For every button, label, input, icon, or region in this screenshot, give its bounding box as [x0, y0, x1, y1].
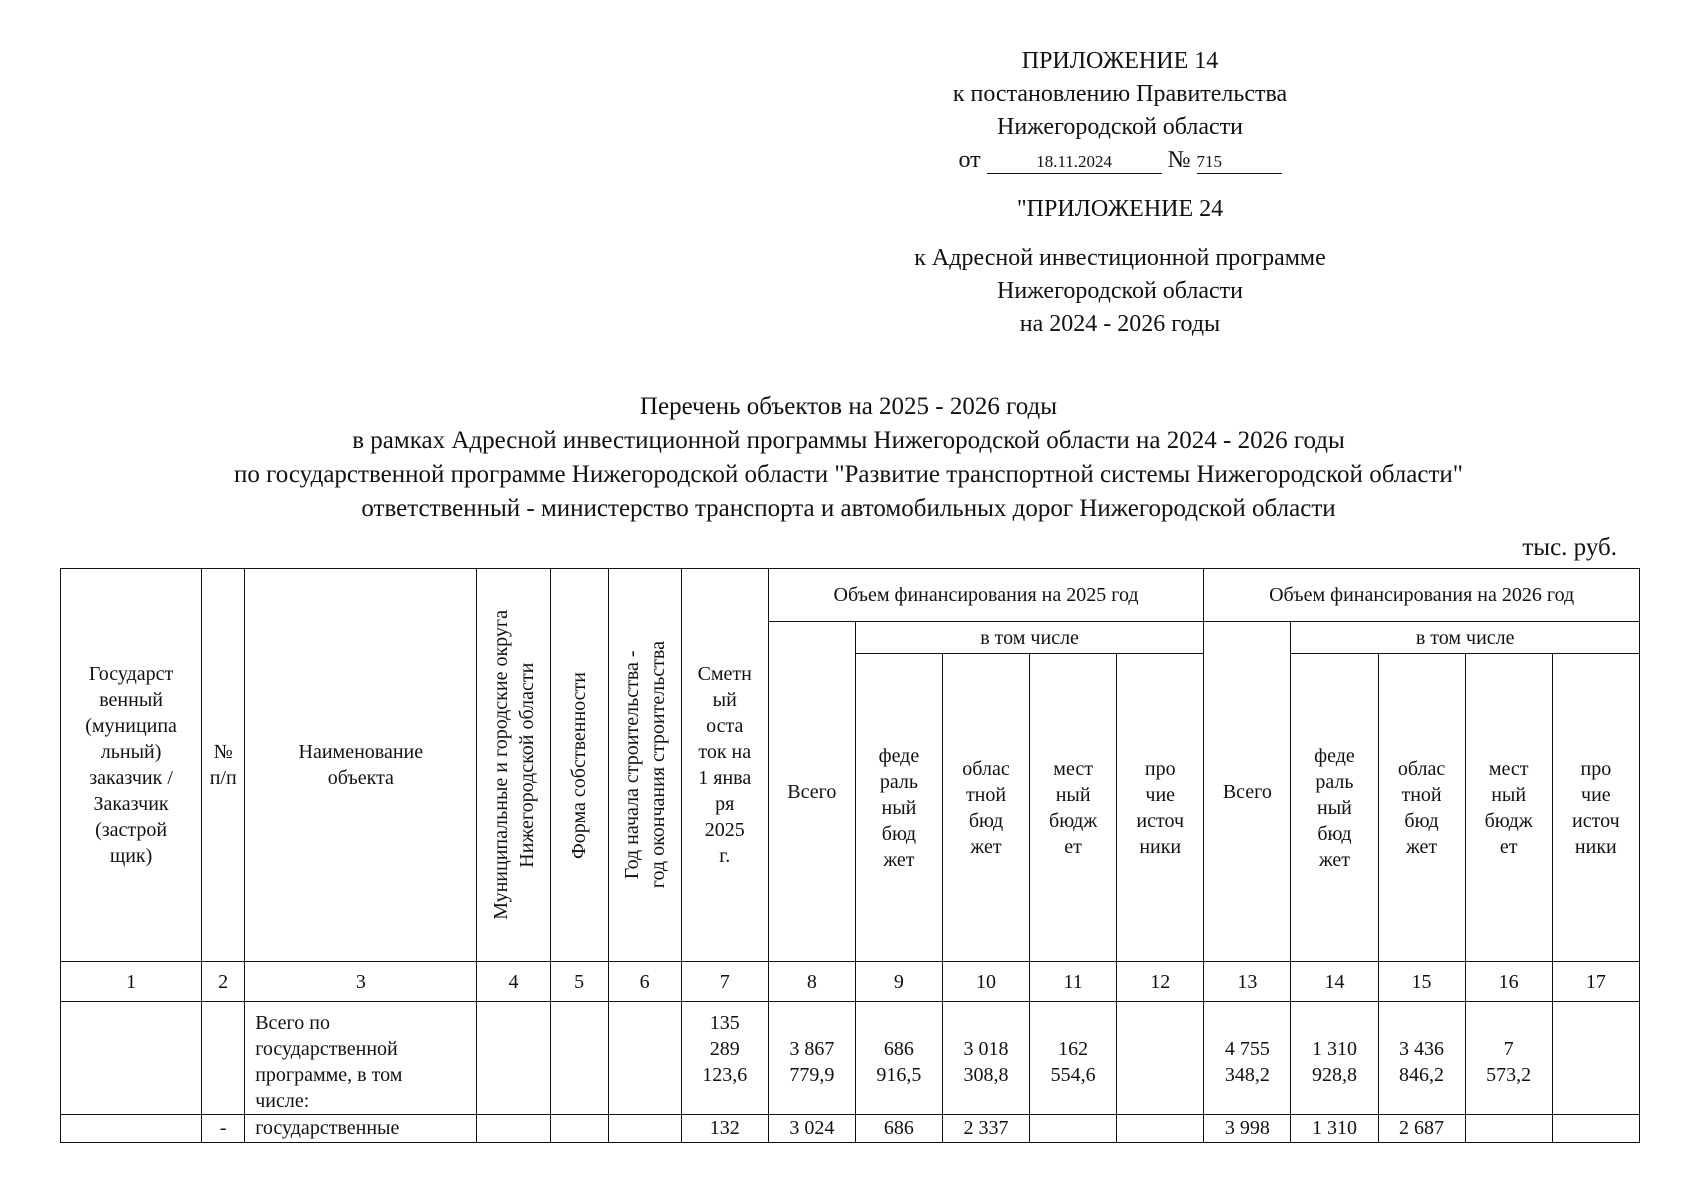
- column-number: 9: [855, 962, 942, 1002]
- appendix24-header: [860, 193, 1380, 226]
- local-2025-header: мест ный бюдж ет: [1030, 654, 1117, 962]
- cell-name: государственные: [245, 1115, 477, 1143]
- document-title: [0, 390, 1697, 526]
- program-header: [860, 242, 1380, 341]
- cell-years: [608, 1002, 681, 1115]
- resolution-date: 18.11.2024: [987, 151, 1162, 174]
- program-line-1: к Адресной инвестиционной программе: [914, 245, 1326, 271]
- resolution-line: к постановлению Правительства: [952, 81, 1288, 107]
- col-municipality-header: [477, 569, 550, 962]
- cell-local-2025: 162 554,6: [1030, 1002, 1117, 1115]
- column-number: 16: [1465, 962, 1552, 1002]
- appendix24-title: "ПРИЛОЖЕНИЕ 24: [1016, 196, 1224, 222]
- header-row-1: [61, 569, 1640, 622]
- program-line-3: на 2024 - 2026 годы: [1019, 311, 1221, 337]
- cell-local-2026: 7 573,2: [1465, 1002, 1552, 1115]
- cell-other-2026: [1552, 1115, 1639, 1143]
- cell-total-2025: 3 024: [768, 1115, 855, 1143]
- cell-total-2025: 3 867 779,9: [768, 1002, 855, 1115]
- cell-federal-2025: 686: [855, 1115, 942, 1143]
- appendix-header: [860, 45, 1380, 177]
- column-number: 11: [1030, 962, 1117, 1002]
- cell-regional-2026: 3 436 846,2: [1378, 1002, 1465, 1115]
- cell-other-2025: [1117, 1002, 1204, 1115]
- title-line-1: Перечень объектов на 2025 - 2026 годы: [639, 393, 1058, 420]
- from-label: от: [958, 147, 981, 173]
- column-number: 14: [1291, 962, 1378, 1002]
- column-number: 3: [245, 962, 477, 1002]
- table-row: [61, 1115, 1640, 1143]
- date-number-line: [860, 144, 1380, 177]
- column-number: 13: [1204, 962, 1291, 1002]
- total-2025-header: Всего: [768, 622, 855, 962]
- col-num-header: № п/п: [202, 569, 245, 962]
- cell-local-2025: [1030, 1115, 1117, 1143]
- column-number: 5: [550, 962, 608, 1002]
- cell-estimate: 132: [681, 1115, 768, 1143]
- title-line-3: по государственной программе Нижегородской области "Развитие транспортной системы Нижегородской области": [234, 461, 1463, 488]
- cell-customer: [61, 1002, 202, 1115]
- regional-2026-header: облас тной бюд жет: [1378, 654, 1465, 962]
- incl-2025-header: в том числе: [855, 622, 1203, 654]
- cell-federal-2026: 1 310: [1291, 1115, 1378, 1143]
- incl-2026-header: в том числе: [1291, 622, 1640, 654]
- cell-regional-2025: 2 337: [942, 1115, 1029, 1143]
- col-years-header: [608, 569, 681, 962]
- appendix-title: ПРИЛОЖЕНИЕ 14: [1021, 48, 1219, 74]
- program-line-2: Нижегородской области: [996, 278, 1244, 304]
- cell-municipality: [477, 1002, 550, 1115]
- cell-years: [608, 1115, 681, 1143]
- column-number: 10: [942, 962, 1029, 1002]
- municipality-header-text: Муниципальные и городские округа Нижегородской области: [489, 610, 538, 920]
- years-header-text: Год начала строительства - год окончания строительства: [620, 641, 669, 889]
- region-line: Нижегородской области: [996, 114, 1244, 140]
- title-line-2: в рамках Адресной инвестиционной программы Нижегородской области на 2024 - 2026 годы: [352, 427, 1345, 454]
- column-number: 6: [608, 962, 681, 1002]
- cell-other-2025: [1117, 1115, 1204, 1143]
- column-number: 4: [477, 962, 550, 1002]
- title-line-4: ответственный - министерство транспорта и автомобильных дорог Нижегородской области: [361, 495, 1336, 522]
- column-number: 12: [1117, 962, 1204, 1002]
- col-estimate-header: Сметн ый оста ток на 1 янва ря 2025 г.: [681, 569, 768, 962]
- column-number: 17: [1552, 962, 1639, 1002]
- cell-other-2026: [1552, 1002, 1639, 1115]
- column-numbers-row: [61, 962, 1640, 1002]
- fin-2026-header: Объем финансирования на 2026 год: [1204, 569, 1640, 622]
- cell-municipality: [477, 1115, 550, 1143]
- other-2025-header: про чие источ ники: [1117, 654, 1204, 962]
- column-number: 2: [202, 962, 245, 1002]
- col-name-header: Наименование объекта: [245, 569, 477, 962]
- column-number: 1: [61, 962, 202, 1002]
- cell-total-2026: 3 998: [1204, 1115, 1291, 1143]
- cell-ownership: [550, 1115, 608, 1143]
- number-sign: №: [1167, 147, 1191, 173]
- col-customer-header: Государст венный (муниципа льный) заказчик / Заказчик (застрой щик): [61, 569, 202, 962]
- total-2026-header: Всего: [1204, 622, 1291, 962]
- cell-total-2026: 4 755 348,2: [1204, 1002, 1291, 1115]
- federal-2025-header: феде раль ный бюд жет: [855, 654, 942, 962]
- cell-regional-2025: 3 018 308,8: [942, 1002, 1029, 1115]
- cell-federal-2026: 1 310 928,8: [1291, 1002, 1378, 1115]
- cell-customer: [61, 1115, 202, 1143]
- table-row: [61, 1002, 1640, 1115]
- unit-label: тыс. руб.: [1522, 534, 1617, 561]
- other-2026-header: про чие источ ники: [1552, 654, 1639, 962]
- cell-federal-2025: 686 916,5: [855, 1002, 942, 1115]
- cell-ownership: [550, 1002, 608, 1115]
- cell-regional-2026: 2 687: [1378, 1115, 1465, 1143]
- federal-2026-header: феде раль ный бюд жет: [1291, 654, 1378, 962]
- cell-local-2026: [1465, 1115, 1552, 1143]
- objects-table: [60, 568, 1640, 1143]
- ownership-header-text: Форма собственности: [568, 671, 591, 859]
- local-2026-header: мест ный бюдж ет: [1465, 654, 1552, 962]
- column-number: 15: [1378, 962, 1465, 1002]
- cell-num: [202, 1002, 245, 1115]
- fin-2025-header: Объем финансирования на 2025 год: [768, 569, 1204, 622]
- column-number: 8: [768, 962, 855, 1002]
- col-ownership-header: [550, 569, 608, 962]
- cell-estimate: 135 289 123,6: [681, 1002, 768, 1115]
- cell-name: Всего по государственной программе, в том числе:: [245, 1002, 477, 1115]
- regional-2025-header: облас тной бюд жет: [942, 654, 1029, 962]
- column-number: 7: [681, 962, 768, 1002]
- cell-num: -: [202, 1115, 245, 1143]
- resolution-number: 715: [1197, 151, 1282, 174]
